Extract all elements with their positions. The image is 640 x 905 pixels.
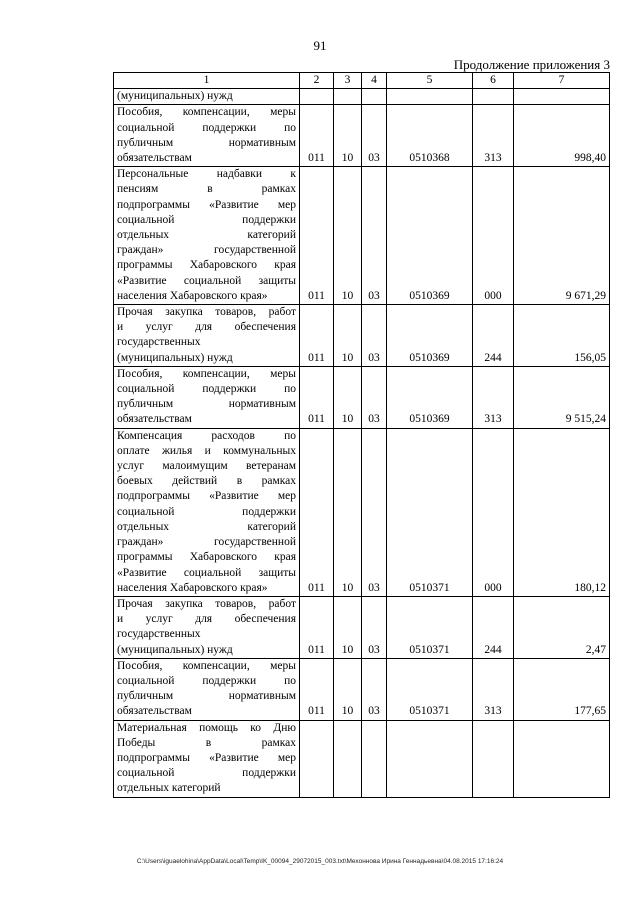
item-name-line: публичным нормативным [117,398,296,411]
item-name-line: «Развитие социальной защиты [117,274,296,287]
target-article-code: 0510371 [387,596,473,658]
amount: 180,12 [514,428,610,596]
ministry-code: 011 [300,167,334,305]
expense-type-code [473,89,514,105]
amount: 9 671,29 [514,167,610,305]
expense-type-code: 244 [473,596,514,658]
item-name [114,658,300,720]
item-name [114,596,300,658]
item-name-line: населения Хабаровского края» [117,581,268,594]
expense-type-code [473,720,514,797]
item-name-line: подпрограммы «Развитие мер [117,751,296,764]
target-article-code: 0510371 [387,658,473,720]
item-name-line: Персональные надбавки к [117,168,296,181]
subsection-code [362,89,387,105]
table-row [114,366,610,428]
table-row [114,105,610,167]
expense-type-code: 000 [473,428,514,596]
ministry-code: 011 [300,428,334,596]
section-code: 10 [334,428,362,596]
item-name [114,428,300,596]
item-name-line: и услуг для обеспечения [117,613,296,626]
subsection-code: 03 [362,105,387,167]
target-article-code [387,720,473,797]
column-header: 1 [114,73,300,89]
item-name-line: населения Хабаровского края» [117,289,268,302]
table-row [114,596,610,658]
item-name-line: услуг малоимущим ветеранам [117,460,296,473]
amount [514,89,610,105]
section-code: 10 [334,658,362,720]
item-name-line: Пособия, компенсации, меры [117,659,296,672]
target-article-code: 0510371 [387,428,473,596]
item-name-line: программы Хабаровского края [117,259,296,272]
column-header: 2 [300,73,334,89]
item-name-line: оплате жилья и коммунальных [117,444,296,457]
section-code [334,720,362,797]
column-header: 6 [473,73,514,89]
target-article-code: 0510369 [387,305,473,367]
footer-path: C:\Users\iguaelohina\AppData\Local\Temp\IK_00094_29072015_003.txt\Мехоннова Ирина Геннадьевна\04.08.2015 17:16:24 [136,858,504,865]
ministry-code [300,89,334,105]
subsection-code: 03 [362,305,387,367]
item-name-line: «Развитие социальной защиты [117,566,296,579]
item-name-line: (муниципальных) нужд [117,643,233,656]
subsection-code: 03 [362,366,387,428]
subsection-code: 03 [362,658,387,720]
item-name-line: (муниципальных) нужд [117,90,233,103]
subsection-code [362,720,387,797]
item-name-line: Прочая закупка товаров, работ [117,306,296,319]
target-article-code: 0510369 [387,366,473,428]
item-name-line: граждан» государственной [117,244,296,257]
column-header: 4 [362,73,387,89]
subsection-code: 03 [362,167,387,305]
amount [514,720,610,797]
item-name-line: и услуг для обеспечения [117,321,296,334]
item-name [114,89,300,105]
item-name-line: отдельных категорий [117,782,221,795]
item-name-line: пенсиям в рамках [117,183,296,196]
amount: 177,65 [514,658,610,720]
item-name-line: социальной поддержки [117,213,296,226]
item-name-line: социальной поддержки по [117,674,296,687]
section-code: 10 [334,366,362,428]
table-row [114,305,610,367]
expense-type-code: 000 [473,167,514,305]
section-code: 10 [334,167,362,305]
expense-type-code: 313 [473,105,514,167]
expense-type-code: 244 [473,305,514,367]
table-row [114,428,610,596]
table-row [114,167,610,305]
item-name-line: социальной поддержки [117,767,296,780]
column-header: 5 [387,73,473,89]
amount: 9 515,24 [514,366,610,428]
item-name-line: Компенсация расходов по [117,429,296,442]
item-name-line: социальной поддержки по [117,121,296,134]
item-name-line: (муниципальных) нужд [117,351,233,364]
item-name-line: программы Хабаровского края [117,551,296,564]
target-article-code [387,89,473,105]
item-name-line: граждан» государственной [117,536,296,549]
table-row [114,658,610,720]
expense-type-code: 313 [473,366,514,428]
ministry-code: 011 [300,105,334,167]
target-article-code: 0510368 [387,105,473,167]
item-name-line: подпрограммы «Развитие мер [117,490,296,503]
ministry-code: 011 [300,596,334,658]
budget-table [113,72,610,798]
item-name-line: социальной поддержки по [117,383,296,396]
amount: 156,05 [514,305,610,367]
item-name-line: Материальная помощь ко Дню [117,721,296,734]
target-article-code: 0510369 [387,167,473,305]
ministry-code: 011 [300,305,334,367]
item-name-line: Прочая закупка товаров, работ [117,597,296,610]
expense-type-code: 313 [473,658,514,720]
item-name [114,305,300,367]
item-name-line: отдельных категорий [117,229,296,242]
item-name [114,720,300,797]
section-code: 10 [334,596,362,658]
item-name-line: обязательствам [117,413,192,426]
ministry-code: 011 [300,366,334,428]
item-name-line: публичным нормативным [117,136,296,149]
item-name [114,167,300,305]
item-name-line: отдельных категорий [117,520,296,533]
item-name [114,366,300,428]
item-name-line: боевых действий в рамках [117,475,296,488]
item-name-line: обязательствам [117,705,192,718]
subsection-code: 03 [362,596,387,658]
ministry-code: 011 [300,658,334,720]
table-row [114,89,610,105]
amount: 2,47 [514,596,610,658]
section-code: 10 [334,105,362,167]
section-code: 10 [334,305,362,367]
item-name-line: социальной поддержки [117,505,296,518]
column-header: 3 [334,73,362,89]
item-name-line: обязательствам [117,152,192,165]
item-name-line: государственных [117,628,201,641]
column-header: 7 [514,73,610,89]
item-name-line: Победы в рамках [117,736,296,749]
item-name-line: государственных [117,336,201,349]
item-name [114,105,300,167]
continuation-note: Продолжение приложения 3 [453,57,610,72]
item-name-line: Пособия, компенсации, меры [117,106,296,119]
subsection-code: 03 [362,428,387,596]
item-name-line: Пособия, компенсации, меры [117,367,296,380]
ministry-code [300,720,334,797]
item-name-line: подпрограммы «Развитие мер [117,198,296,211]
amount: 998,40 [514,105,610,167]
table-body [114,89,610,797]
table-header-row [114,73,610,89]
section-code [334,89,362,105]
page-number: 91 [313,38,327,53]
item-name-line: публичным нормативным [117,690,296,703]
table-row [114,720,610,797]
